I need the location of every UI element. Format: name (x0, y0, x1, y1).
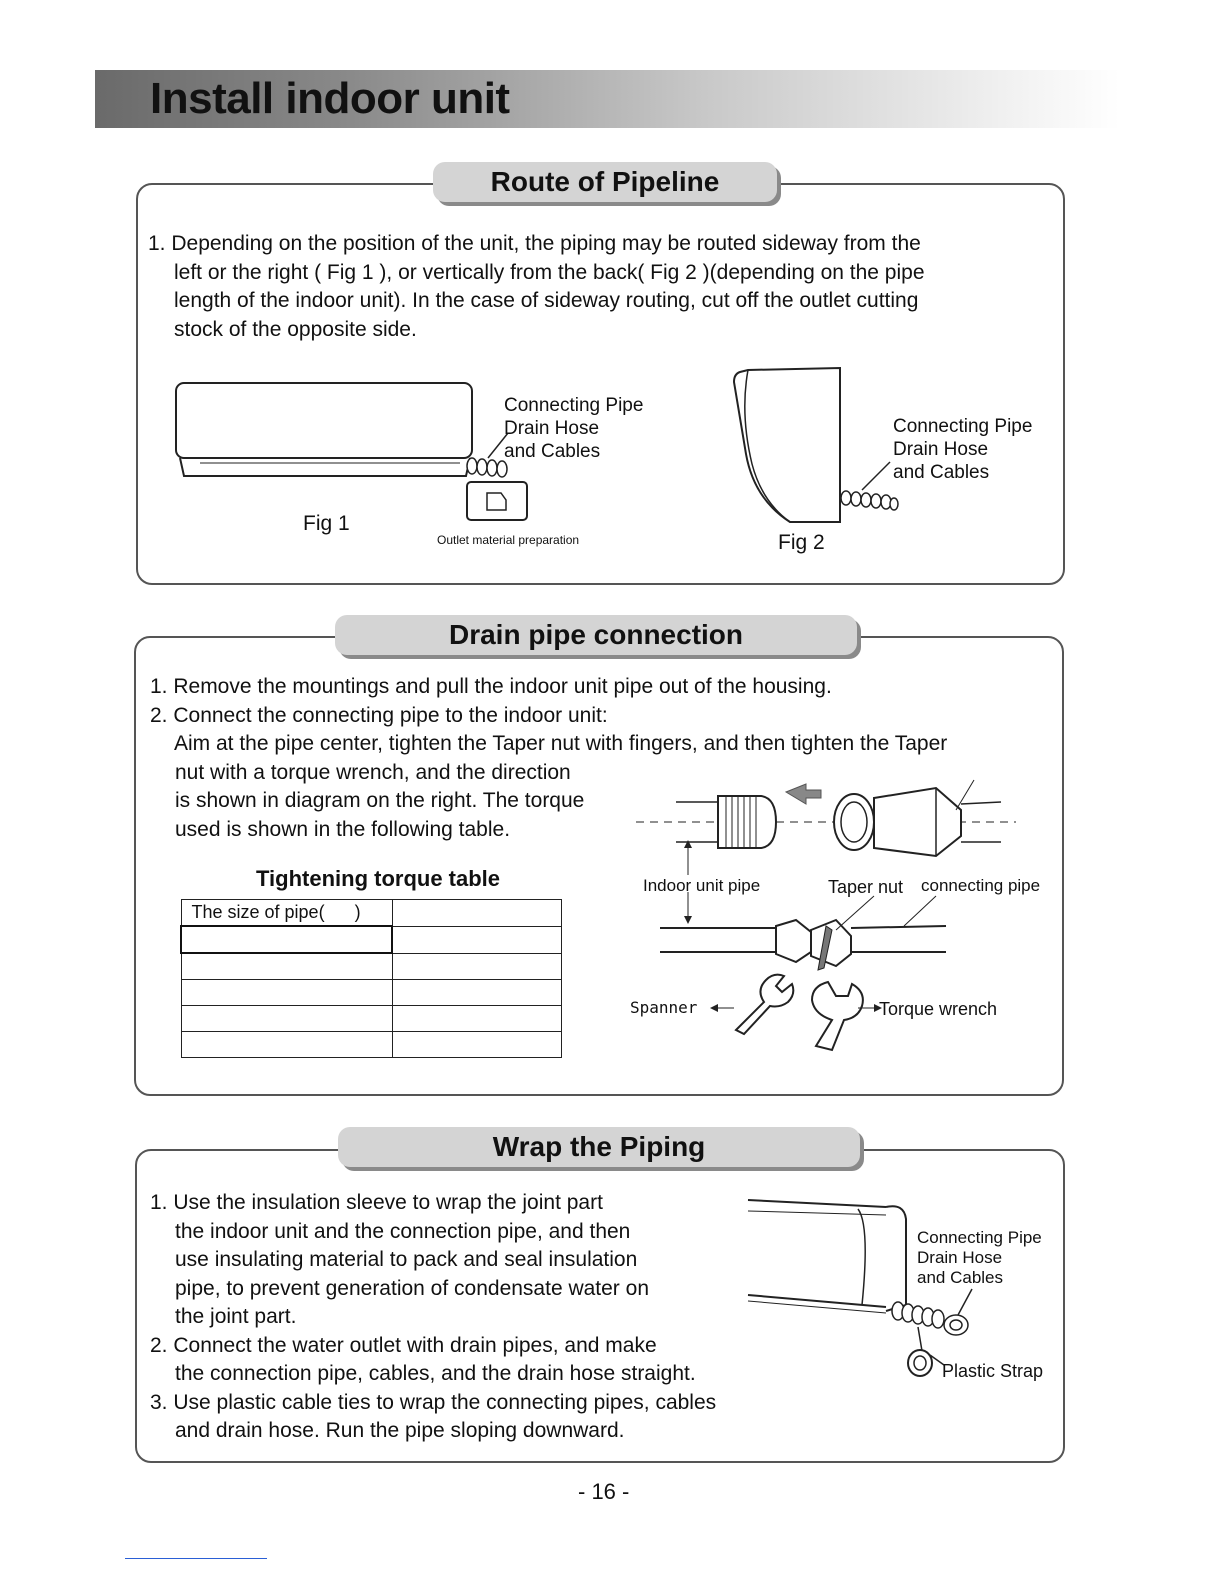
fig2-callout-2: Drain Hose (893, 439, 989, 460)
table-cell (181, 980, 392, 1006)
wrap-callout-1: Connecting Pipe (917, 1228, 1042, 1247)
route-line-4: stock of the opposite side. (174, 317, 417, 341)
table-cell (181, 926, 392, 953)
table-cell (392, 1006, 562, 1032)
footer-link-line (125, 1558, 267, 1559)
fig1-indoor-unit-illustration (170, 378, 540, 528)
table-cell (181, 1006, 392, 1032)
fig1-callout-2: Drain Hose (504, 418, 600, 439)
wrap-line-4: pipe, to prevent generation of condensate water on (175, 1276, 649, 1300)
spanner-label: Spanner (630, 998, 698, 1017)
wrap-callout-2: Drain Hose (917, 1248, 1003, 1267)
table-row (181, 980, 562, 1006)
wrap-line-8: 3. Use plastic cable ties to wrap the connecting pipes, cables (150, 1390, 717, 1414)
fig2-side-view-illustration (728, 364, 908, 534)
wrap-line-1: 1. Use the insulation sleeve to wrap the joint part (150, 1191, 603, 1214)
route-tab: Route of Pipeline (433, 162, 777, 202)
wrap-line-9: and drain hose. Run the pipe sloping downward. (175, 1419, 625, 1442)
route-line-3: length of the indoor unit). In the case of sideway routing, cut off the outlet cutting (174, 289, 919, 312)
table-row (181, 900, 562, 927)
drain-line-3: Aim at the pipe center, tighten the Taper nut with fingers, and then tighten the Taper (174, 732, 948, 755)
wrap-line-2: the indoor unit and the connection pipe, and then (175, 1219, 631, 1243)
wrap-line-6: 2. Connect the water outlet with drain pipes, and make (150, 1333, 657, 1357)
fig2-label: Fig 2 (778, 531, 825, 554)
table-cell (181, 1032, 392, 1058)
torque-table-title: Tightening torque table (256, 866, 501, 891)
indoor-pipe-label: Indoor unit pipe (643, 876, 761, 895)
fig1-label: Fig 1 (303, 512, 350, 535)
wrap-line-5: the joint part. (175, 1305, 297, 1328)
page-number: - 16 - (578, 1479, 630, 1504)
fig1-callout (504, 394, 643, 463)
drain-line-5: is shown in diagram on the right. The torque (175, 789, 585, 812)
fig2-callout (893, 415, 1032, 484)
drain-tab: Drain pipe connection (335, 615, 857, 655)
torque-table (180, 899, 562, 1058)
fig2-callout-3: and Cables (893, 462, 990, 483)
table-cell (392, 926, 562, 953)
table-row (181, 1032, 562, 1058)
wrap-text (150, 1189, 716, 1446)
fig1-callout-1: Connecting Pipe (504, 395, 644, 416)
table-cell (392, 900, 562, 927)
route-line-1: 1. Depending on the position of the unit, the piping may be routed sideway from the (148, 232, 921, 255)
table-cell (392, 980, 562, 1006)
drain-line-6: used is shown in the following table. (175, 817, 511, 841)
wrap-callout-3: and Cables (917, 1268, 1004, 1287)
page-title: Install indoor unit (150, 74, 510, 123)
drain-line-4: nut with a torque wrench, and the direction (175, 760, 571, 784)
drain-line-2: 2. Connect the connecting pipe to the indoor unit: (150, 703, 608, 727)
taper-nut-label: Taper nut (828, 877, 904, 897)
table-header-size: The size of pipe( ) (181, 900, 392, 927)
fig1-callout-3: and Cables (504, 441, 601, 462)
table-row (181, 1006, 562, 1032)
table-cell (181, 953, 392, 980)
wrap-tab: Wrap the Piping (338, 1127, 860, 1167)
table-cell (392, 1032, 562, 1058)
wrap-piping-illustration (746, 1195, 986, 1385)
wrap-line-7: the connection pipe, cables, and the drain hose straight. (175, 1362, 696, 1385)
fig2-callout-1: Connecting Pipe (893, 416, 1033, 437)
drain-line-1: 1. Remove the mountings and pull the indoor unit pipe out of the housing. (150, 675, 832, 698)
wrap-line-3: use insulating material to pack and seal insulation (175, 1248, 638, 1271)
table-cell (392, 953, 562, 980)
route-text (148, 230, 925, 344)
connecting-pipe-label: connecting pipe (921, 876, 1041, 895)
plastic-strap-label: Plastic Strap (942, 1361, 1044, 1381)
outlet-label: Outlet material preparation (437, 533, 580, 547)
wrap-callout (917, 1228, 1042, 1288)
torque-wrench-label: Torque wrench (879, 999, 998, 1019)
route-line-2: left or the right ( Fig 1 ), or vertically from the back( Fig 2 )(depending on the pipe (174, 260, 925, 284)
table-row (181, 953, 562, 980)
table-row (181, 926, 562, 953)
